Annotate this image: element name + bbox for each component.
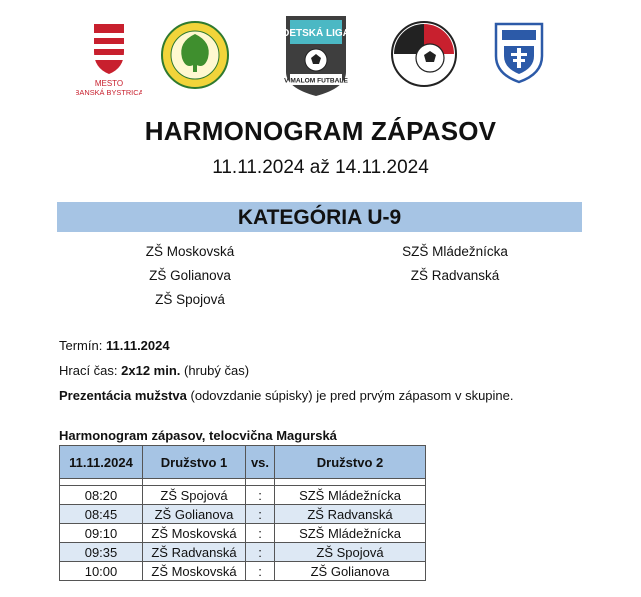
header-team1: Družstvo 1 (143, 446, 246, 479)
match-vs: : (246, 562, 275, 581)
match-team2: ZŠ Golianova (275, 562, 426, 581)
presentation-bold: Prezentácia mužstva (59, 388, 187, 403)
match-team1: ZŠ Spojová (143, 486, 246, 505)
table-row (60, 524, 426, 543)
table-row (60, 505, 426, 524)
table-row (60, 543, 426, 562)
schedule-header-row (60, 446, 426, 479)
match-team1: ZŠ Golianova (143, 505, 246, 524)
header-vs: vs. (246, 446, 275, 479)
banska-bystrica-crest-logo (76, 22, 142, 100)
match-team2: ZŠ Spojová (275, 543, 426, 562)
match-time: 09:35 (60, 543, 143, 562)
presentation-text: (odovzdanie súpisky) je pred prvým zápasom v skupine. (186, 388, 514, 403)
schedule-heading: Harmonogram zápasov, telocvična Magurská (59, 428, 337, 443)
teams-left-column (120, 240, 260, 312)
match-team1: ZŠ Moskovská (143, 524, 246, 543)
play-time-value: 2x12 min. (121, 363, 181, 378)
match-team2: ZŠ Radvanská (275, 505, 426, 524)
school-emblem-logo (160, 20, 230, 90)
slovak-football-union-logo (490, 20, 548, 84)
match-time: 08:45 (60, 505, 143, 524)
match-team2: SZŠ Mládežnícka (275, 524, 426, 543)
match-time: 10:00 (60, 562, 143, 581)
match-time: 08:20 (60, 486, 143, 505)
team-name: SZŠ Mládežnícka (402, 244, 508, 259)
team-name: ZŠ Moskovská (145, 244, 235, 259)
team-name: ZŠ Golianova (149, 268, 231, 283)
play-time-note: (hrubý čas) (180, 363, 250, 378)
play-time-label: Hrací čas: (59, 363, 122, 378)
match-team1: ZŠ Radvanská (143, 543, 246, 562)
league-logo-line2: V MALOM FUTBALE (284, 77, 348, 85)
table-row (60, 486, 426, 505)
city-logo-line2: BANSKÁ BYSTRICA (76, 88, 142, 97)
term-line (59, 338, 170, 353)
league-logo-line1: DETSKÁ LIGA (282, 28, 350, 39)
date-range: 11.11.2024 až 14.11.2024 (212, 157, 429, 178)
match-vs: : (246, 486, 275, 505)
match-vs: : (246, 524, 275, 543)
category-header: KATEGÓRIA U-9 (57, 202, 582, 232)
logo-strip (0, 14, 641, 104)
schedule-table (59, 445, 426, 581)
page-title: HARMONOGRAM ZÁPASOV (144, 116, 497, 146)
term-value: 11.11.2024 (105, 338, 170, 353)
city-logo-line1: MESTO (94, 79, 124, 88)
play-time-line (59, 363, 249, 378)
match-vs: : (246, 543, 275, 562)
teams-right-column (380, 240, 530, 288)
presentation-line (59, 388, 514, 403)
table-spacer-row (60, 479, 426, 486)
league-logo (282, 14, 350, 98)
term-label: Termín: (59, 338, 106, 353)
team-name: ZŠ Spojová (155, 292, 225, 307)
match-vs: : (246, 505, 275, 524)
table-row (60, 562, 426, 581)
header-team2: Družstvo 2 (275, 446, 426, 479)
regional-football-union-logo (390, 20, 458, 88)
match-time: 09:10 (60, 524, 143, 543)
team-name: ZŠ Radvanská (410, 268, 500, 283)
header-date: 11.11.2024 (60, 446, 143, 479)
match-team2: SZŠ Mládežnícka (275, 486, 426, 505)
match-team1: ZŠ Moskovská (143, 562, 246, 581)
